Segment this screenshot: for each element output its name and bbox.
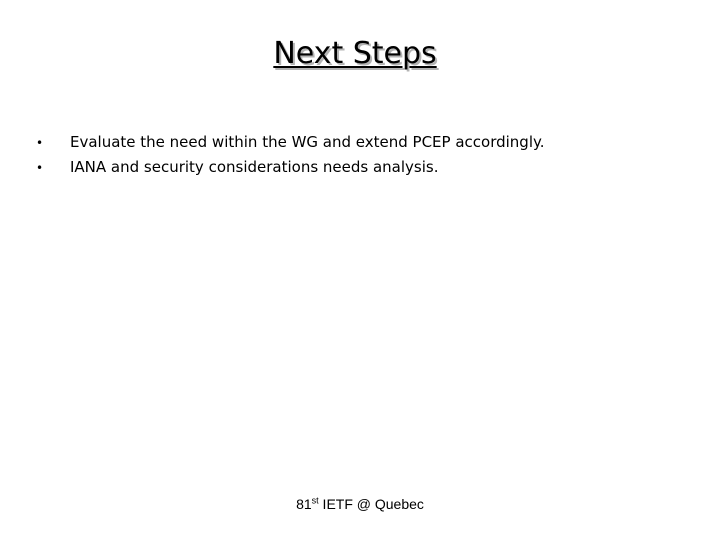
bullet-item: [36, 130, 545, 155]
bullet-icon: •: [36, 136, 44, 150]
bullet-text: IANA and security considerations needs analysis.: [70, 158, 439, 176]
bullet-item: [36, 155, 545, 180]
bullet-icon: •: [36, 161, 44, 175]
bullet-text: Evaluate the need within the WG and extend PCEP accordingly.: [70, 133, 545, 151]
footer-text: IETF @ Quebec: [318, 496, 424, 512]
bullet-list: [36, 130, 545, 180]
slide-footer: [0, 494, 720, 514]
footer-number: 81: [296, 496, 312, 512]
footer-superscript: st: [311, 495, 319, 506]
slide-title: Next Steps: [273, 36, 437, 71]
